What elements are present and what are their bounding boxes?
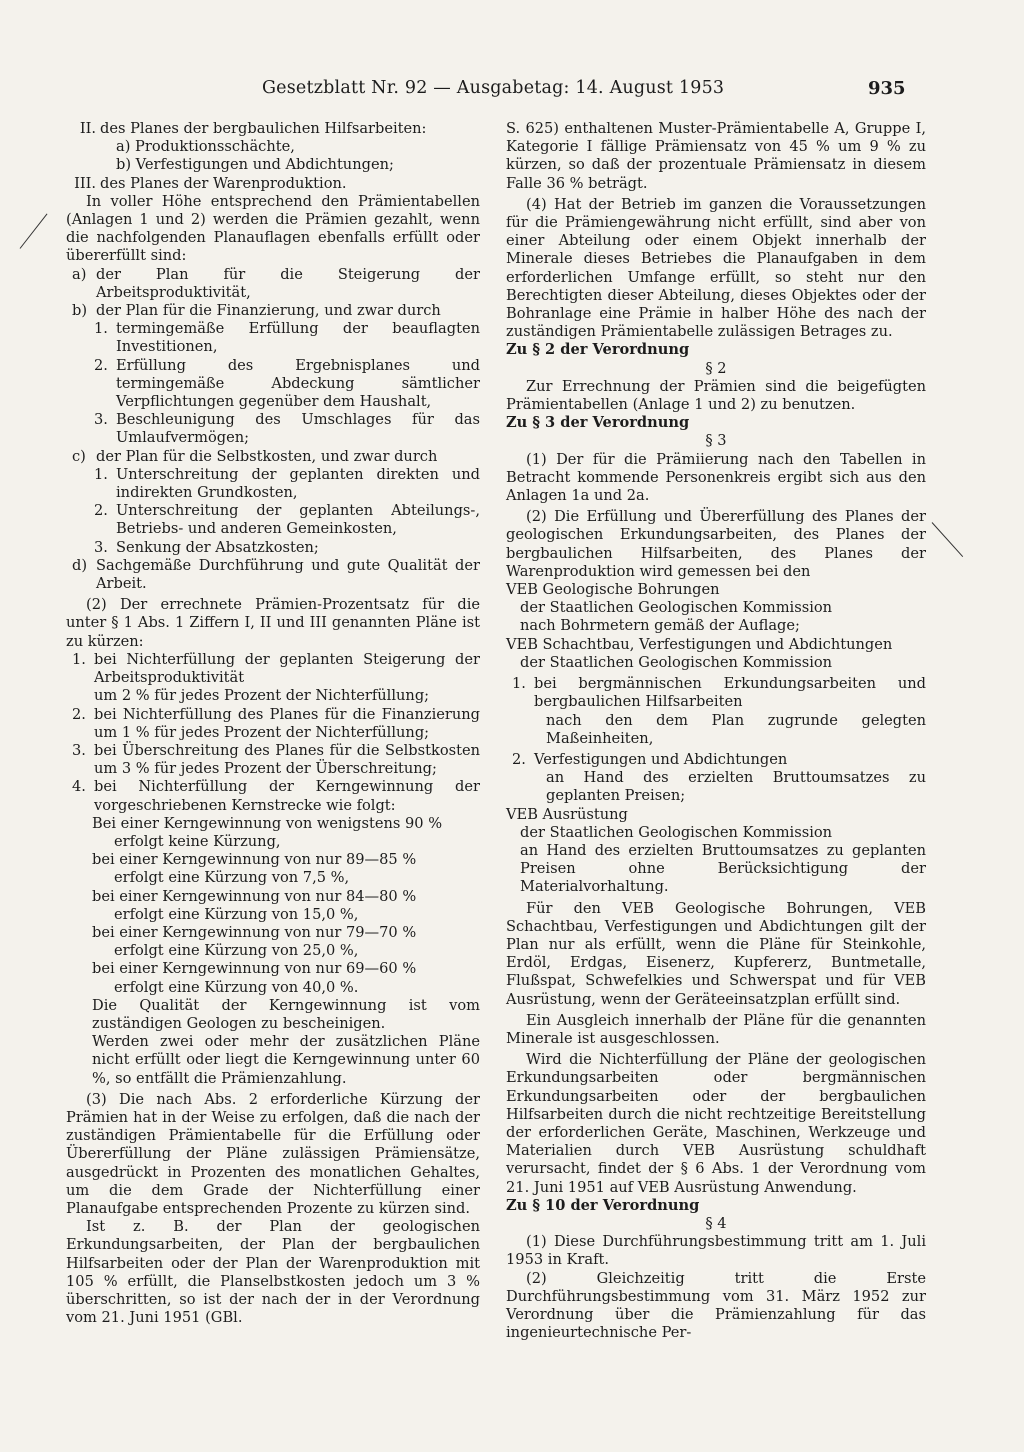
- page-number: 935: [868, 78, 906, 99]
- heading-zu-par-10: Zu § 10 der Verordnung: [506, 1196, 700, 1214]
- reduction-item-3: 3. bei Überschreitung des Planes für die Selbstkosten um 3 % für jedes Prozent der Überschreitung;: [72, 741, 480, 778]
- core-yield-result: erfolgt keine Kürzung,: [114, 832, 281, 850]
- page-header: [0, 78, 1024, 104]
- multiple-plans-note: Werden zwei oder mehr der zusätzlichen Pläne nicht erfüllt oder liegt die Kerngewinnung unter 60 %, so entfällt die Prämienzahlung.: [92, 1033, 480, 1087]
- org-veb-ausruestung: VEB Ausrüstung: [506, 805, 628, 823]
- quality-note: Die Qualität der Kerngewinnung ist vom zuständigen Geologen zu bescheinigen.: [92, 996, 480, 1032]
- paragraph-continuation: S. 625) enthaltenen Muster-Prämientabelle A, Gruppe I, Kategorie I fällige Prämiensatz von 45 % um 9 % zu kürzen, so daß der prozentuale Prämiensatz in diesem Falle 36 % beträgt.: [506, 120, 926, 192]
- heading-zu-par-3: Zu § 3 der Verordnung: [506, 414, 690, 432]
- paragraph-3: (3) Die nach Abs. 2 erforderliche Kürzung der Prämien hat in der Weise zu erfolgen, daß die nach der zuständigen Prämientabelle für die Erfüllung oder Übererfüllung der Pläne zulässigen Prämiensätze, ausgedrückt in Prozenten des monatlichen Gehaltes, um die dem Grade der Nichterfüllung einer Planaufgabe entsprechenden Prozente zu kürzen sind.: [66, 1090, 480, 1217]
- paragraph-s3-1: (1) Der für die Prämiierung nach den Tabellen in Betracht kommende Personenkreis ergibt sich aus den Anlagen 1a und 2a.: [506, 450, 926, 505]
- core-yield-line: bei einer Kerngewinnung von nur 69—60 %: [92, 960, 417, 978]
- list-item-a: a) der Plan für die Steigerung der Arbeitsproduktivität,: [72, 265, 480, 301]
- gazette-title: Gesetzblatt Nr. 92 — Ausgabetag: 14. August 1953: [262, 78, 725, 98]
- list-item-b2: 2. Erfüllung des Ergebnisplanes und termingemäße Abdeckung sämtlicher Verpflichtungen gegenüber dem Haushalt,: [94, 356, 480, 411]
- core-yield-result: erfolgt eine Kürzung von 7,5 %,: [114, 869, 350, 887]
- list-item-b: b) der Plan für die Finanzierung, und zwar durch: [72, 302, 441, 320]
- list-item-b1: 1. termingemäße Erfüllung der beauflagten Investitionen,: [94, 320, 480, 356]
- paragraph-s4-1: (1) Diese Durchführungsbestimmung tritt am 1. Juli 1953 in Kraft.: [506, 1233, 926, 1269]
- roman-item-iii: III. des Planes der Warenproduktion.: [74, 174, 347, 192]
- paragraph-full-amount: In voller Höhe entsprechend den Prämientabellen (Anlagen 1 und 2) werden die Prämien gezahlt, wenn die nachfolgenden Planauflagen ebenfalls erfüllt oder übererfüllt sind:: [66, 192, 480, 265]
- core-yield-line: Bei einer Kerngewinnung von wenigstens 90 %: [92, 814, 443, 832]
- section-4: § 4: [705, 1214, 727, 1232]
- paragraph-s2: Zur Errechnung der Prämien sind die beigefügten Prämientabellen (Anlage 1 und 2) zu benutzen.: [506, 377, 926, 414]
- section-2: § 2: [705, 359, 727, 377]
- margin-pen-mark-left: [20, 214, 48, 249]
- list-item-d: d) Sachgemäße Durchführung und gute Qualität der Arbeit.: [72, 556, 480, 593]
- measure-item-1: 1. bei bergmännischen Erkundungsarbeiten und bergbaulichen Hilfsarbeiten nach den dem Plan zugrunde gelegten Maßeinheiten,: [512, 675, 926, 747]
- list-item-b3: 3. Beschleunigung des Umschlages für das Umlaufvermögen;: [94, 411, 480, 447]
- right-column: S. 625) enthaltenen Muster-Prämientabelle A, Gruppe I, Kategorie I fällige Prämiensatz von 45 % um 9 % zu kürzen, so daß der prozentuale Prämiensatz in diesem Falle 36 % beträgt. (4) Hat der Betrieb im ganzen die Voraussetzungen für die Prämiengewährung nicht erfüllt, sind aber von einer Abteilung oder einem Objekt innerhalb der Minerale dieses Betriebes die Planaufgaben in dem erforderlichen Umfange erfüllt, so steht nur den Berechtigten dieser Abteilung, dieses Objektes oder der Bohranlage eine Prämie in halber Höhe des nach der zuständigen Prämientabelle zulässigen Betrages zu. Zu § 2 der Verordnung § 2 Zur Errechnung der Prämien sind die beigefügten Prämientabellen (Anlage 1 und 2) zu benutzen. Zu § 3 der Verordnung § 3 (1) Der für die Prämiierung nach den Tabellen in Betracht kommende Personenkreis ergibt sich aus den Anlagen 1a und 2a. (2) Die Erfüllung und Übererfüllung des Planes der geologischen Erkundungsarbeiten, des Planes der bergbaulichen Hilfsarbeiten, des Planes der Warenproduktion wird gemessen bei den VEB Geologische Bohrungen der Staatlichen Geologischen Kommission nach Bohrmetern gemäß der Auflage; VEB Schachtbau, Verfestigungen und Abdichtungen der Staatlichen Geologischen Kommission 1. bei bergmännischen Erkundungsarbeiten und bergbaulichen Hilfsarbeiten nach den dem Plan zugrunde gelegten Maßeinheiten, 2. Verfestigungen und Abdichtungen an Hand des erzielten Bruttoumsatzes zu geplanten Preisen; VEB Ausrüstung der Staatlichen Geologischen Kommission an Hand des erzielten Bruttoumsatzes zu geplanten Preisen ohne Berücksichtigung der Materialvorhaltung. Für den VEB Geologische Bohrungen, VEB Schachtbau, Verfestigungen und Abdichtungen gilt der Plan nur als erfüllt, wenn die Pläne für Steinkohle, Erdöl, Erdgas, Eisenerz, Kupfererz, Buntmetalle, Flußspat, Schwefelkies und Schwerspat und für VEB Ausrüstung, wenn der Geräteeinsatzplan erfüllt sind. Ein Ausgleich innerhalb der Pläne für die genannten Minerale ist ausgeschlossen. Wird die Nichterfüllung der Pläne der geologischen Erkundungsarbeiten oder bergmännischen Erkundungsarbeiten oder der bergbaulichen Hilfsarbeiten durch die nicht rechtzeitige Bereitstellung der erforderlichen Geräte, Maschinen, Werkzeuge und Materialien durch VEB Ausrüstung schuldhaft verursacht, findet der § 6 Abs. 1 der Verordnung vom 21. Juni 1951 auf VEB Ausrüstung Anwendung. Zu § 10 der Verordnung § 4 (1) Diese Durchführungsbestimmung tritt am 1. Juli 1953 in Kraft. (2) Gleichzeitig tritt die Erste Durchführungsbestimmung vom 31. März 1952 zur Verordnung über die Prämienzahlung für das ingenieurtechnische Per-: [506, 120, 926, 1342]
- list-item-c3: 3. Senkung der Absatzkosten;: [94, 538, 319, 556]
- roman-item-ii: II. des Planes der bergbaulichen Hilfsarbeiten:: [79, 120, 427, 137]
- reduction-item-4: 4. bei Nichterfüllung der Kerngewinnung der vorgeschriebenen Kernstrecke wie folgt:: [72, 778, 480, 814]
- left-column: [66, 120, 480, 1327]
- paragraph-2-reduction: (2) Der errechnete Prämien-Prozentsatz für die unter § 1 Abs. 1 Ziffern I, II und III genannten Pläne ist zu kürzen:: [66, 596, 480, 650]
- roman-ii-b: b) Verfestigungen und Abdichtungen;: [116, 156, 394, 174]
- paragraph-ausgleich: Ein Ausgleich innerhalb der Pläne für die genannten Minerale ist ausgeschlossen.: [506, 1011, 926, 1047]
- paragraph-wird: Wird die Nichterfüllung der Pläne der geologischen Erkundungsarbeiten oder bergmännischen Erkundungsarbeiten oder der bergbaulichen Hilfsarbeiten durch die nicht rechtzeitige Bereitstellung der erforderlichen Geräte, Maschinen, Werkzeuge und Materialien durch VEB Ausrüstung schuldhaft verursacht, findet der § 6 Abs. 1 der Verordnung vom 21. Juni 1951 auf VEB Ausrüstung Anwendung.: [506, 1051, 926, 1196]
- core-yield-result: erfolgt eine Kürzung von 15,0 %,: [114, 905, 359, 923]
- reduction-item-2: 2. bei Nichterfüllung des Planes für die Finanzierung um 1 % für jedes Prozent der Nichterfüllung;: [72, 705, 480, 741]
- reduction-item-1: 1. bei Nichterfüllung der geplanten Steigerung der Arbeitsproduktivität um 2 % für jedes Prozent der Nichterfüllung;: [72, 650, 480, 705]
- paragraph-s3-2: (2) Die Erfüllung und Übererfüllung des Planes der geologischen Erkundungsarbeiten, des Planes der bergbaulichen Hilfsarbeiten, des Planes der Warenproduktion wird gemessen bei den: [506, 508, 926, 580]
- list-item-c: c) der Plan für die Selbstkosten, und zwar durch: [72, 447, 438, 465]
- core-yield-line: bei einer Kerngewinnung von nur 79—70 %: [92, 923, 417, 941]
- org-veb-bohrungen: VEB Geologische Bohrungen: [506, 581, 720, 599]
- paragraph-s4-2: (2) Gleichzeitig tritt die Erste Durchführungsbestimmung vom 31. März 1952 zur Verordnung über die Prämienzahlung für das ingenieurtechnische Per-: [506, 1269, 926, 1342]
- core-yield-result: erfolgt eine Kürzung von 40,0 %.: [114, 978, 359, 996]
- core-yield-line: bei einer Kerngewinnung von nur 84—80 %: [92, 887, 417, 905]
- paragraph-4: (4) Hat der Betrieb im ganzen die Voraussetzungen für die Prämiengewährung nicht erfüllt, sind aber von einer Abteilung oder einem Objekt innerhalb der Minerale dieses Betriebes die Planaufgaben in dem erforderlichen Umfange erfüllt, so steht nur den Berechtigten dieser Abteilung, dieses Objektes oder der Bohranlage eine Prämie in halber Höhe des nach der zuständigen Prämientabelle zulässigen Betrages zu.: [506, 195, 926, 341]
- heading-zu-par-2: Zu § 2 der Verordnung: [506, 341, 690, 359]
- section-3: § 3: [705, 432, 727, 450]
- margin-pen-mark-right: [932, 522, 964, 557]
- measure-item-2: 2. Verfestigungen und Abdichtungen an Hand des erzielten Bruttoumsatzes zu geplanten Preisen;: [512, 750, 926, 805]
- list-item-c2: 2. Unterschreitung der geplanten Abteilungs-, Betriebs- und anderen Gemeinkosten,: [94, 502, 480, 538]
- paragraph-example: Ist z. B. der Plan der geologischen Erkundungsarbeiten, der Plan der bergbaulichen Hilfsarbeiten oder der Plan der Warenproduktion mit 105 % erfüllt, die Planselbstkosten jedoch um 3 % überschritten, so ist der nach der in der Verordnung vom 21. Juni 1951 (GBl.: [66, 1218, 480, 1327]
- core-yield-result: erfolgt eine Kürzung von 25,0 %,: [114, 942, 359, 960]
- core-yield-line: bei einer Kerngewinnung von nur 89—85 %: [92, 851, 417, 869]
- list-item-c1: 1. Unterschreitung der geplanten direkten und indirekten Grundkosten,: [94, 465, 480, 502]
- paragraph-fuer-den-veb: Für den VEB Geologische Bohrungen, VEB Schachtbau, Verfestigungen und Abdichtungen gilt der Plan nur als erfüllt, wenn die Pläne für Steinkohle, Erdöl, Erdgas, Eisenerz, Kupfererz, Buntmetalle, Flußspat, Schwefelkies und Schwerspat und für VEB Ausrüstung, wenn der Geräteeinsatzplan erfüllt sind.: [506, 899, 926, 1008]
- roman-ii-a: a) Produktionsschächte,: [116, 138, 295, 156]
- org-veb-schachtbau: VEB Schachtbau, Verfestigungen und Abdichtungen: [506, 635, 893, 653]
